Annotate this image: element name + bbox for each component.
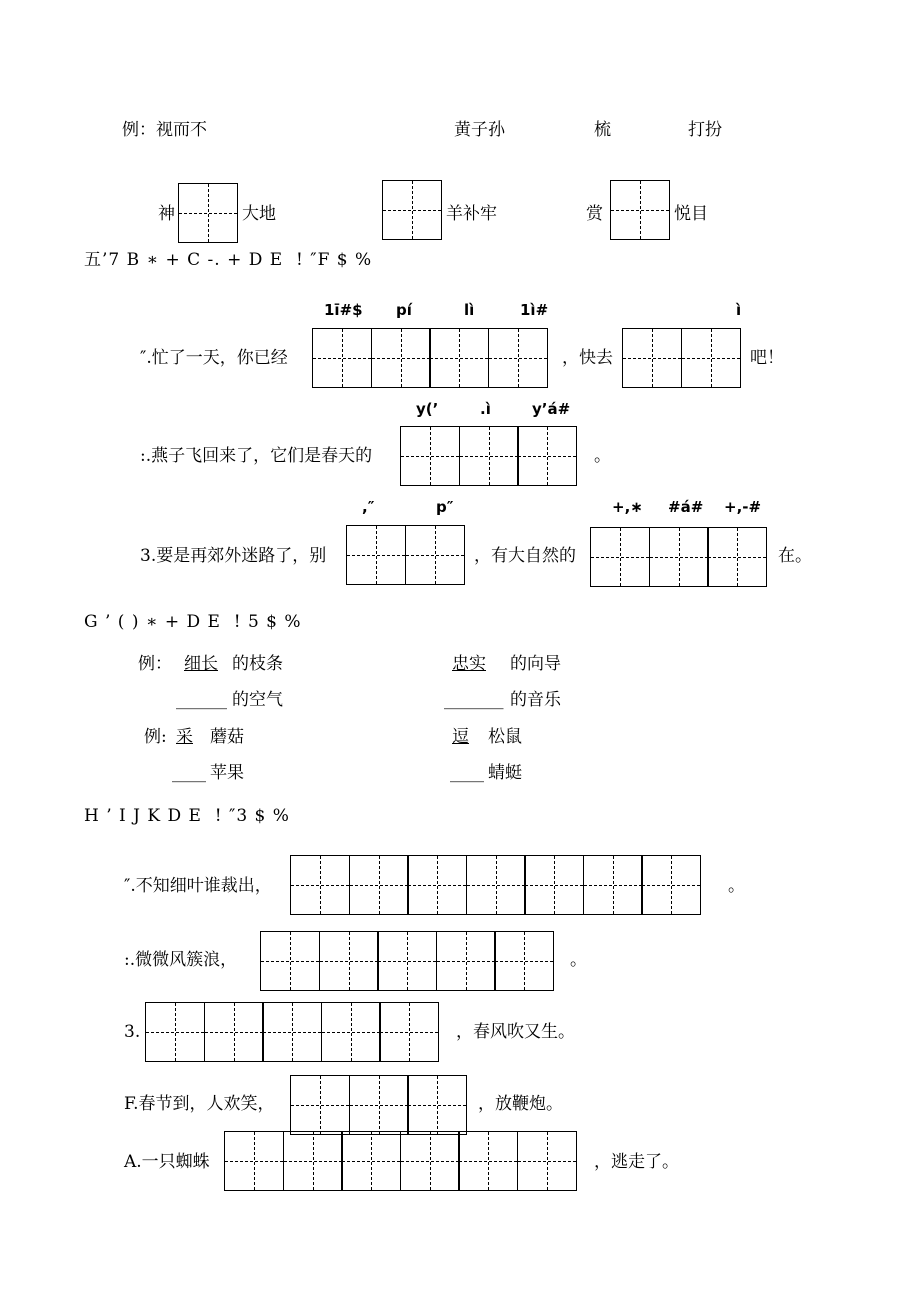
section-6-heading: G ’ ( ) ∗ + D E ! 5 $ % — [84, 612, 302, 632]
pinyin-3-3: +,∗ — [612, 498, 643, 516]
pinyin-1-mid: ，快去 — [562, 348, 613, 368]
idiom-box-3-before: 赏 — [586, 204, 603, 224]
pinyin-3-1: ,″ — [362, 498, 375, 516]
pinyin-2-before: :.燕子飞回来了，它们是春天的 — [140, 446, 373, 466]
poem-1-after: 。 — [728, 876, 745, 896]
fill-row-2-right-blank[interactable]: _______ — [444, 690, 504, 710]
section-5-heading: 五’7 B ∗ + C -. + D E ! ″F $ % — [84, 250, 373, 270]
poem-3-before: 3. — [124, 1022, 141, 1042]
poem-3-after: ，春风吹又生。 — [456, 1022, 575, 1042]
pinyin-3-grid-b[interactable] — [590, 527, 766, 587]
fill-row-4-right-blank[interactable]: ____ — [450, 763, 484, 783]
poem-5-before: A.一只蜘蛛 — [124, 1152, 210, 1172]
pinyin-1-1: 1ī#$ — [324, 301, 363, 319]
idiom-word-3: 打扮 — [688, 120, 722, 140]
pinyin-1-4: 1ì# — [520, 301, 549, 319]
pinyin-1-after: 吧！ — [750, 348, 784, 368]
poem-2-after: 。 — [570, 950, 587, 970]
fill-row-3-left-blank[interactable]: 采 — [176, 727, 193, 747]
pinyin-1-before: ″.忙了一天，你已经 — [140, 348, 288, 368]
pinyin-1-5: ì — [736, 301, 742, 319]
poem-2-grid[interactable] — [260, 931, 553, 991]
pinyin-3-before: 3.要是再郊外迷路了，别 — [140, 546, 327, 566]
fill-row-2-right-text: 的音乐 — [510, 690, 561, 710]
fill-row-1-label: 例： — [138, 654, 172, 674]
pinyin-1-3: lì — [464, 301, 475, 319]
fill-row-4-left-text: 苹果 — [210, 763, 244, 783]
fill-row-3-label: 例: — [144, 727, 167, 747]
poem-4-after: ，放鞭炮。 — [478, 1094, 563, 1114]
pinyin-2-1: y(’ — [416, 400, 439, 418]
pinyin-3-mid: ，有大自然的 — [474, 546, 576, 566]
idiom-box-1[interactable] — [178, 183, 237, 243]
fill-row-2-left-text: 的空气 — [232, 690, 283, 710]
poem-4-grid[interactable] — [290, 1075, 466, 1135]
idiom-word-1: 黄子孙 — [454, 120, 505, 140]
pinyin-1-grid-a[interactable] — [312, 328, 546, 388]
pinyin-2-grid[interactable] — [400, 426, 576, 486]
idiom-box-3[interactable] — [610, 180, 669, 240]
idiom-box-1-after: 大地 — [242, 204, 276, 224]
pinyin-3-after: 在。 — [778, 546, 812, 566]
fill-row-3-right-blank[interactable]: 逗 — [452, 727, 469, 747]
idiom-box-1-before: 神 — [158, 204, 175, 224]
pinyin-3-4: #á# — [668, 498, 704, 516]
idiom-box-2-after: 羊补牢 — [446, 204, 497, 224]
pinyin-2-2: .ì — [480, 400, 491, 418]
poem-1-before: ″.不知细叶谁裁出， — [124, 876, 272, 896]
pinyin-2-after: 。 — [594, 446, 611, 466]
fill-row-4-right-text: 蜻蜓 — [488, 763, 522, 783]
idiom-box-3-after: 悦目 — [674, 204, 708, 224]
fill-row-1-left-blank[interactable]: 细长 — [184, 654, 218, 674]
pinyin-3-grid-a[interactable] — [346, 525, 463, 585]
pinyin-3-2: p″ — [436, 498, 454, 516]
poem-3-grid[interactable] — [145, 1002, 438, 1062]
idiom-box-2[interactable] — [382, 180, 441, 240]
fill-row-3-left-text: 蘑菇 — [210, 727, 244, 747]
fill-row-1-left-text: 的枝条 — [232, 654, 283, 674]
pinyin-2-3: y’á# — [532, 400, 571, 418]
idiom-word-2: 梳 — [594, 120, 611, 140]
section-7-heading: H ’ I J K D E ! ″3 $ % — [84, 806, 290, 826]
fill-row-3-right-text: 松鼠 — [488, 727, 522, 747]
poem-5-grid[interactable] — [224, 1131, 575, 1191]
poem-2-before: :.微微风簇浪， — [124, 950, 238, 970]
idiom-example: 例：视而不 — [122, 120, 207, 140]
fill-row-2-left-blank[interactable]: ______ — [176, 690, 227, 710]
poem-4-before: F.春节到，人欢笑， — [124, 1094, 275, 1114]
poem-1-grid[interactable] — [290, 855, 700, 915]
fill-row-1-right-blank[interactable]: 忠实 — [452, 654, 486, 674]
fill-row-4-left-blank[interactable]: ____ — [172, 763, 206, 783]
fill-row-1-right-text: 的向导 — [510, 654, 561, 674]
poem-5-after: ，逃走了。 — [594, 1152, 679, 1172]
pinyin-1-2: pí — [396, 301, 412, 319]
pinyin-1-grid-b[interactable] — [622, 328, 739, 388]
pinyin-3-5: +,-# — [724, 498, 762, 516]
